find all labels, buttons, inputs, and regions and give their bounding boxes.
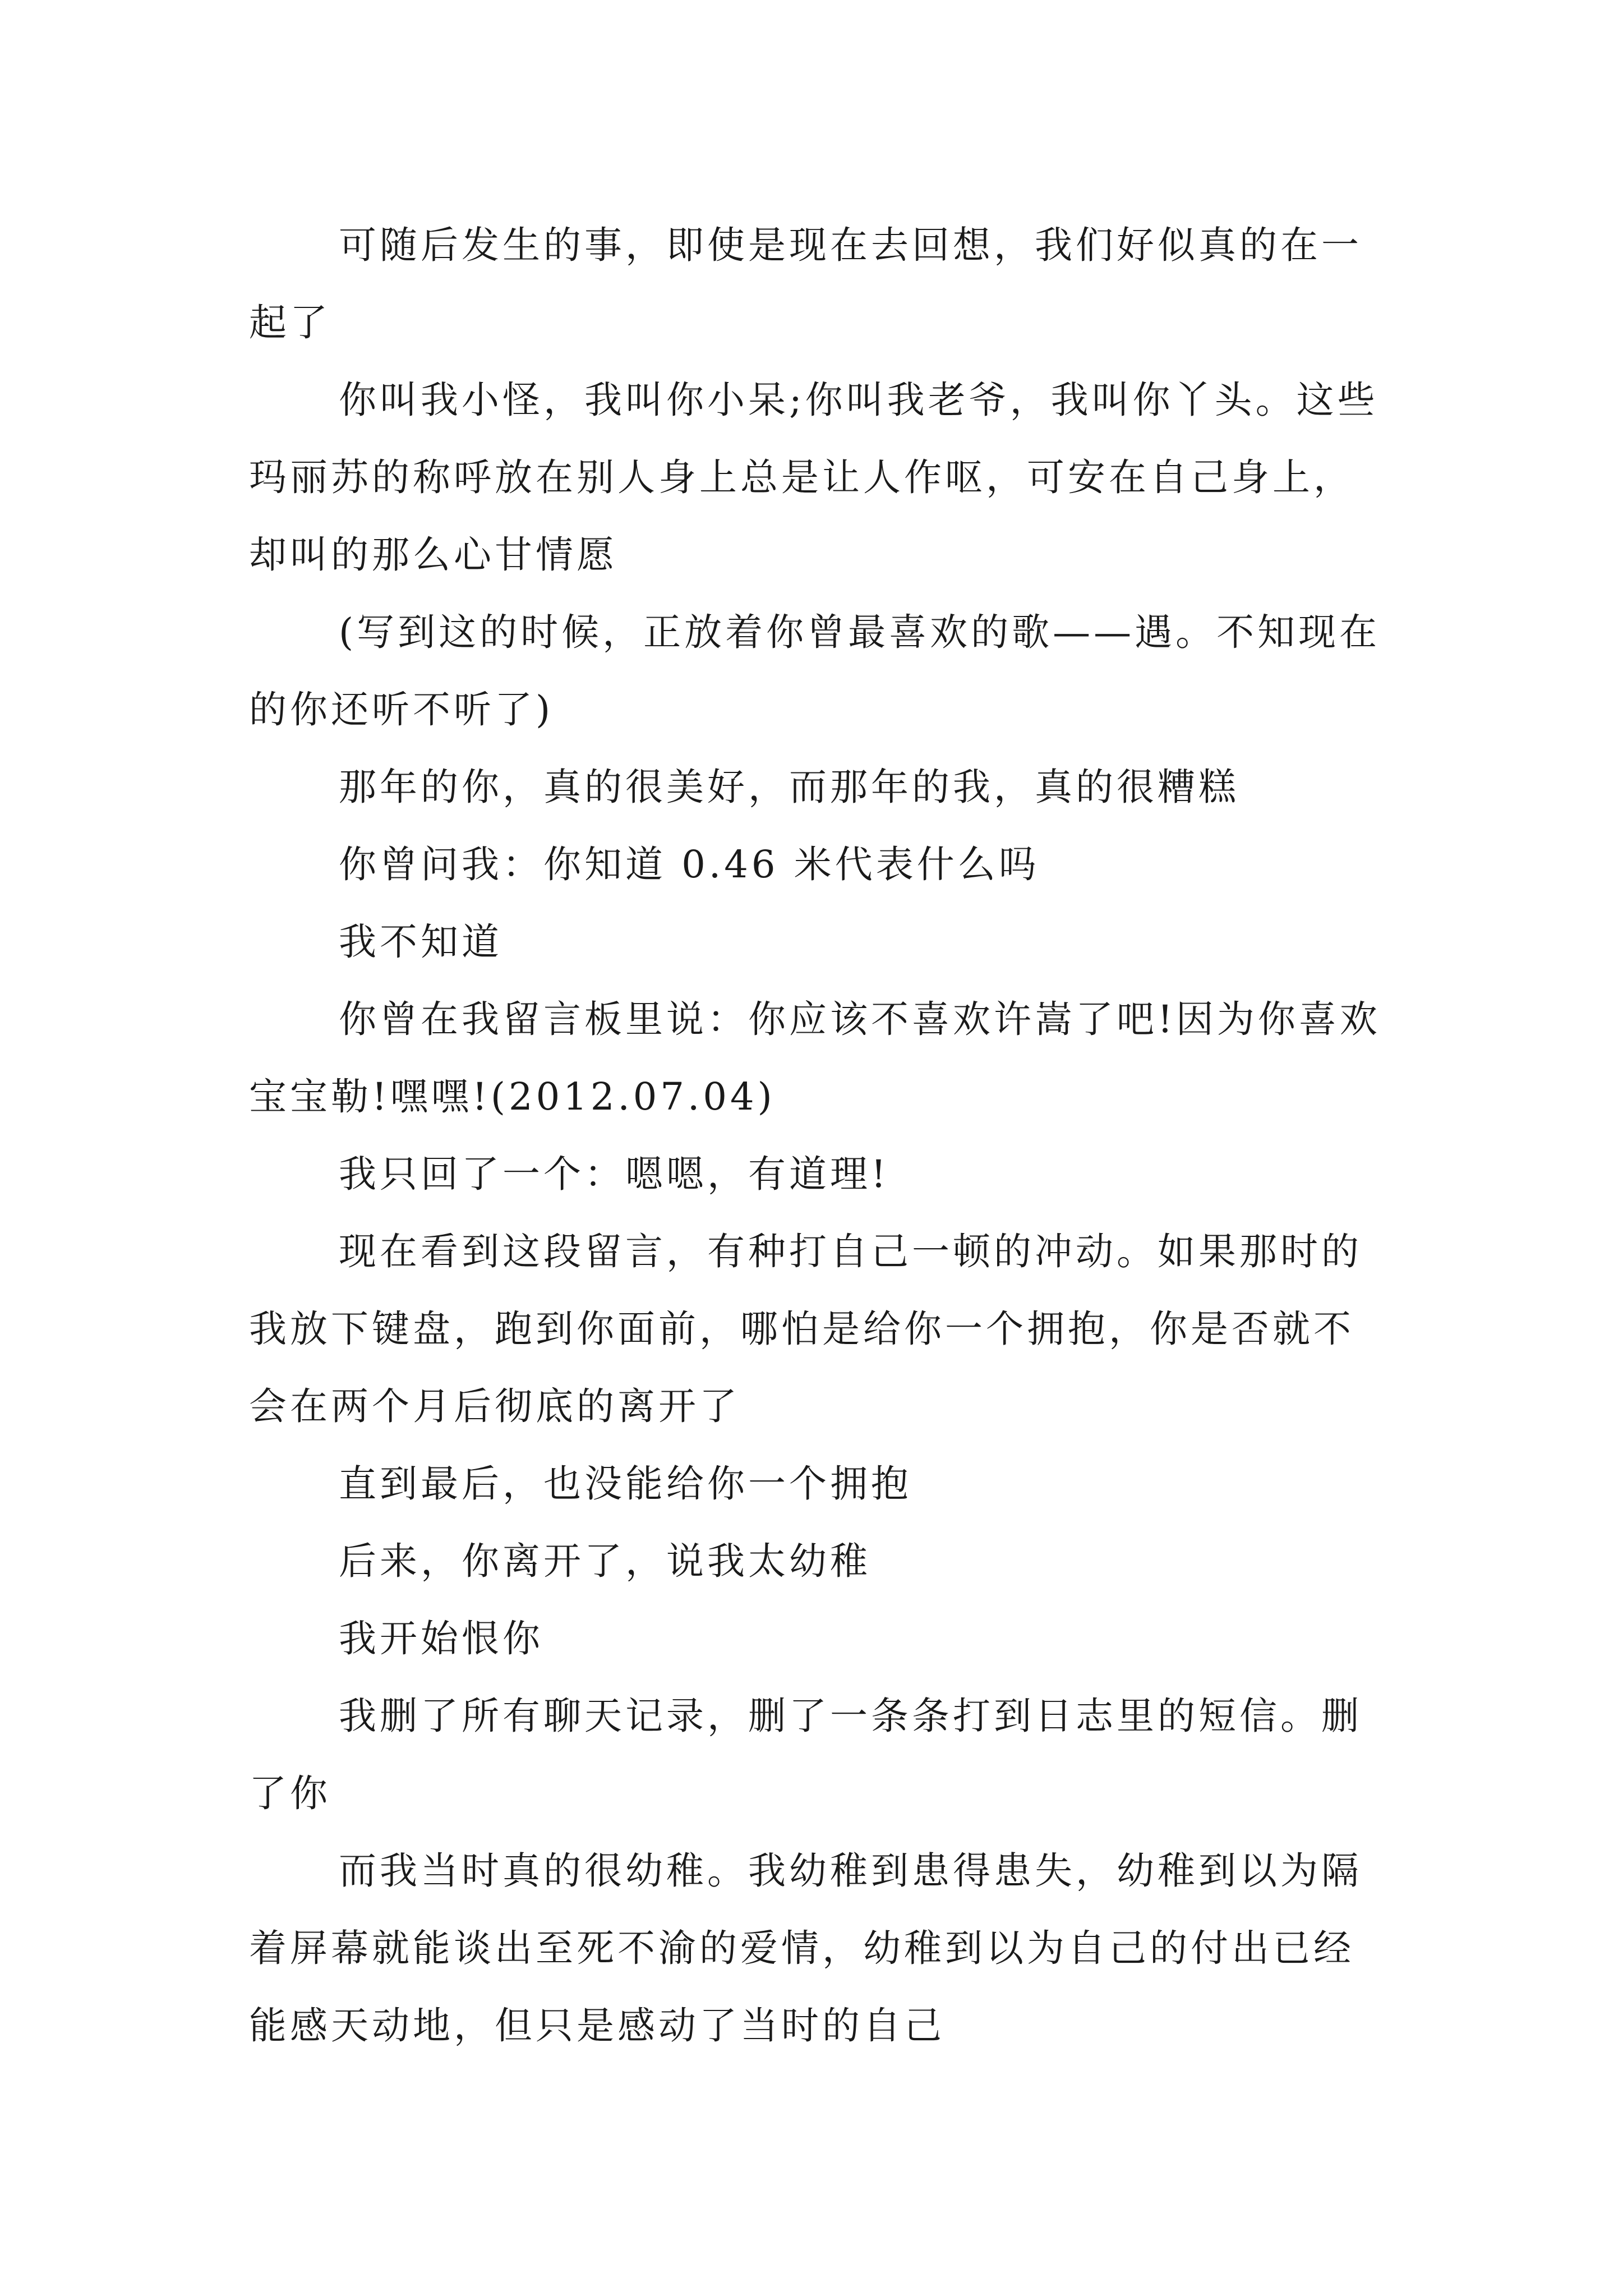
paragraph: 后来，你离开了，说我太幼稚 [339,1539,871,1583]
paragraph: 你曾问我：你知道 0.46 米代表什么吗 [339,843,1040,886]
document-body [249,206,1393,2064]
paragraph: 我开始恨你 [339,1617,543,1660]
paragraph: 现在看到这段留言，有种打自己一顿的冲动。如果那时的我放下键盘，跑到你面前，哪怕是给你一个拥抱，你是否就不会在两个月后彻底的离开了 [249,1230,1362,1428]
paragraph: (写到这的时候，正放着你曾最喜欢的歌——遇。不知现在的你还听不听了) [249,610,1381,731]
paragraph: 可随后发生的事，即使是现在去回想，我们好似真的在一起了 [249,223,1362,344]
paragraph: 直到最后，也没能给你一个拥抱 [339,1462,912,1506]
paragraph: 而我当时真的很幼稚。我幼稚到患得患失，幼稚到以为隔着屏幕就能谈出至死不渝的爱情，幼稚到以为自己的付出已经能感天动地，但只是感动了当时的自己 [249,1849,1362,2047]
paragraph: 你叫我小怪，我叫你小呆;你叫我老爷，我叫你丫头。这些玛丽苏的称呼放在别人身上总是让人作呕，可安在自己身上，却叫的那么心甘情愿 [249,378,1378,577]
paragraph: 那年的你，真的很美好，而那年的我，真的很糟糕 [339,765,1239,809]
paragraph: 我删了所有聊天记录，删了一条条打到日志里的短信。删了你 [249,1694,1362,1815]
paragraph: 我不知道 [339,920,502,964]
paragraph: 你曾在我留言板里说：你应该不喜欢许嵩了吧!因为你喜欢宝宝勒!嘿嘿!(2012.07.04) [249,997,1381,1119]
paragraph: 我只回了一个：嗯嗯，有道理! [339,1152,889,1196]
